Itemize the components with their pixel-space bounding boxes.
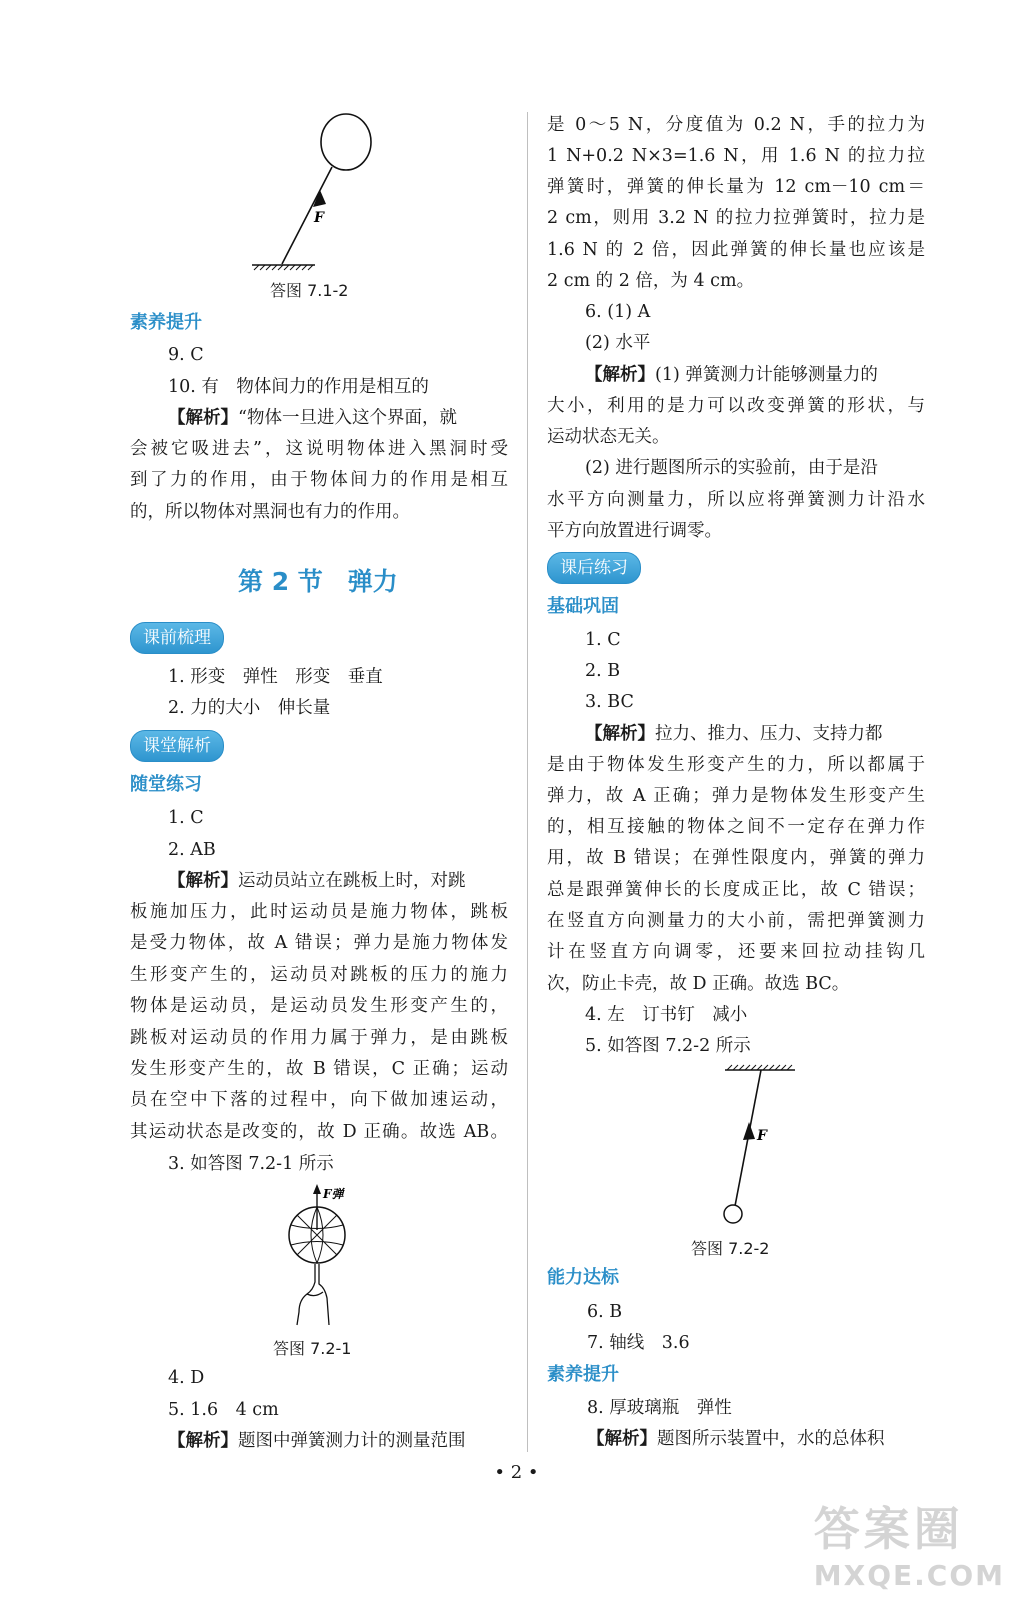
- answer-item: 6. B: [587, 1302, 623, 1322]
- explanation-line: [168, 869, 466, 893]
- explanation-line: 运动状态无关。: [547, 427, 670, 447]
- pill-heading: 课后练习: [547, 552, 641, 584]
- explanation-line: 在竖直方向测量力的大小前，需把弹簧测力: [547, 911, 925, 931]
- answer-item: 10. 有 物体间力的作用是相互的: [168, 377, 429, 397]
- finger-hand: [297, 1264, 329, 1325]
- explanation-tag: 【解析】: [168, 871, 238, 891]
- explanation-text: (1) 弹簧测力计能够测量力的: [655, 365, 878, 385]
- explanation-line: 平方向放置进行调零。: [547, 521, 722, 541]
- watermark-text: 答案圈: [813, 1502, 964, 1556]
- figure-caption: 答图 7.1-2: [270, 281, 349, 300]
- explanation-line: 2 cm，则用 3.2 N 的拉力拉弹簧时，拉力是: [547, 208, 925, 228]
- answer-item: 1. 形变 弹性 形变 垂直: [168, 667, 383, 687]
- balloon-shape: [321, 114, 371, 170]
- subsection-heading: 随堂练习: [130, 774, 202, 795]
- section-title: 第 2 节 弹力: [238, 567, 398, 596]
- explanation-line: 生形变产生的，运动员对跳板的压力的施力: [130, 965, 508, 985]
- explanation-text: 题图所示装置中，水的总体积: [657, 1429, 885, 1449]
- answer-item: 3. 如答图 7.2-1 所示: [168, 1154, 334, 1174]
- explanation-line: 是受力物体，故 A 错误；弹力是施力物体发: [130, 933, 508, 953]
- explanation-tag: 【解析】: [585, 724, 655, 744]
- pill-heading: 课前梳理: [130, 622, 224, 654]
- page-number: • 2 •: [494, 1462, 539, 1483]
- explanation-line: [168, 406, 457, 430]
- explanation-line: 发生形变产生的，故 B 错误，C 正确；运动: [130, 1059, 508, 1079]
- explanation-line: 的，所以物体对黑洞也有力的作用。: [130, 502, 410, 522]
- column-divider: [527, 112, 528, 1452]
- answer-item: 1. C: [585, 630, 621, 650]
- explanation-line: [585, 722, 883, 746]
- force-label: F: [757, 1128, 767, 1144]
- force-arrow-head: [313, 1184, 321, 1194]
- force-arrow-head: [743, 1122, 755, 1140]
- explanation-line: 1.6 N 的 2 倍，因此弹簧的伸长量也应该是: [547, 240, 925, 260]
- watermark: [814, 1493, 1005, 1592]
- explanation-text: 题图中弹簧测力计的测量范围: [238, 1431, 466, 1451]
- answer-item: 1. C: [168, 808, 204, 828]
- explanation-line: (2) 进行题图所示的实验前，由于是沿: [585, 458, 878, 478]
- explanation-line: 大小，利用的是力可以改变弹簧的形状，与: [547, 396, 925, 416]
- answer-item: 4. D: [168, 1368, 205, 1388]
- watermark-url: MXQE.COM: [813, 1559, 1005, 1592]
- explanation-tag: 【解析】: [168, 1431, 238, 1451]
- force-label: F弹: [323, 1187, 344, 1201]
- answer-item: 2. B: [585, 661, 621, 681]
- figure-pendulum-force: [717, 1062, 807, 1230]
- subsection-heading: 素养提升: [130, 312, 202, 333]
- answer-item: 6. (1) A: [585, 302, 651, 322]
- answer-item: 7. 轴线 3.6: [587, 1333, 690, 1353]
- explanation-line: 次，防止卡壳，故 D 正确。故选 BC。: [547, 974, 850, 994]
- explanation-line: 会被它吸进去”，这说明物体进入黑洞时受: [130, 439, 508, 459]
- explanation-line: 到了力的作用，由于物体间力的作用是相互: [130, 470, 508, 490]
- explanation-text: 拉力、推力、压力、支持力都: [655, 724, 883, 744]
- explanation-tag: 【解析】: [587, 1429, 657, 1449]
- explanation-tag: 【解析】: [585, 365, 655, 385]
- explanation-line: [587, 1427, 885, 1451]
- figure-caption: 答图 7.2-1: [273, 1339, 352, 1358]
- answer-item: 3. BC: [585, 692, 634, 712]
- explanation-line: 板施加压力，此时运动员是施力物体，跳板: [130, 902, 508, 922]
- explanation-line: [585, 363, 878, 387]
- answer-item: 4. 左 订书钉 减小: [585, 1005, 748, 1025]
- subsection-heading: 素养提升: [547, 1364, 619, 1385]
- ball-shape: [724, 1205, 742, 1223]
- answer-item: 5. 1.6 4 cm: [168, 1400, 279, 1420]
- answer-item: (2) 水平: [585, 333, 651, 353]
- explanation-line: 总是跟弹簧伸长的长度成正比，故 C 错误；: [547, 880, 925, 900]
- explanation-line: 用，故 B 错误；在弹性限度内，弹簧的弹力: [547, 848, 925, 868]
- string-line: [282, 167, 332, 264]
- explanation-line: 其运动状态是改变的，故 D 正确。故选 AB。: [130, 1122, 508, 1142]
- force-label: F: [314, 210, 324, 226]
- explanation-line: 是 0～5 N，分度值为 0.2 N，手的拉力为: [547, 115, 925, 135]
- explanation-line: 物体是运动员，是运动员发生形变产生的，: [130, 996, 508, 1016]
- explanation-line: 员在空中下落的过程中，向下做加速运动，: [130, 1090, 508, 1110]
- figure-balloon-force: [240, 112, 390, 272]
- explanation-text: 运动员站立在跳板上时，对跳: [238, 871, 466, 891]
- subsection-heading: 能力达标: [547, 1267, 619, 1288]
- explanation-line: 1 N+0.2 N×3=1.6 N，用 1.6 N 的拉力拉: [547, 146, 925, 166]
- answer-item: 5. 如答图 7.2-2 所示: [585, 1036, 751, 1056]
- explanation-line: 的，相互接触的物体之间不一定存在弹力作: [547, 817, 925, 837]
- answer-item: 9. C: [168, 345, 204, 365]
- figure-basketball-finger: [275, 1180, 365, 1330]
- explanation-line: 弹力，故 A 正确；弹力是物体发生形变产生: [547, 786, 925, 806]
- answer-item: 2. 力的大小 伸长量: [168, 698, 331, 718]
- explanation-tag: 【解析】: [168, 408, 238, 428]
- explanation-text: “物体一旦进入这个界面，就: [238, 408, 457, 428]
- pill-heading: 课堂解析: [130, 730, 224, 762]
- figure-caption: 答图 7.2-2: [691, 1239, 770, 1258]
- explanation-line: 水平方向测量力，所以应将弹簧测力计沿水: [547, 490, 925, 510]
- answer-item: 8. 厚玻璃瓶 弹性: [587, 1398, 732, 1418]
- explanation-line: 是由于物体发生形变产生的力，所以都属于: [547, 755, 925, 775]
- explanation-line: 2 cm 的 2 倍，为 4 cm。: [547, 271, 755, 291]
- explanation-line: [168, 1429, 466, 1453]
- subsection-heading: 基础巩固: [547, 596, 619, 617]
- explanation-line: 计在竖直方向调零，还要来回拉动挂钩几: [547, 942, 925, 962]
- explanation-line: 弹簧时，弹簧的伸长量为 12 cm－10 cm＝: [547, 177, 925, 197]
- answer-item: 2. AB: [168, 840, 216, 860]
- explanation-line: 跳板对运动员的作用力属于弹力，是由跳板: [130, 1028, 508, 1048]
